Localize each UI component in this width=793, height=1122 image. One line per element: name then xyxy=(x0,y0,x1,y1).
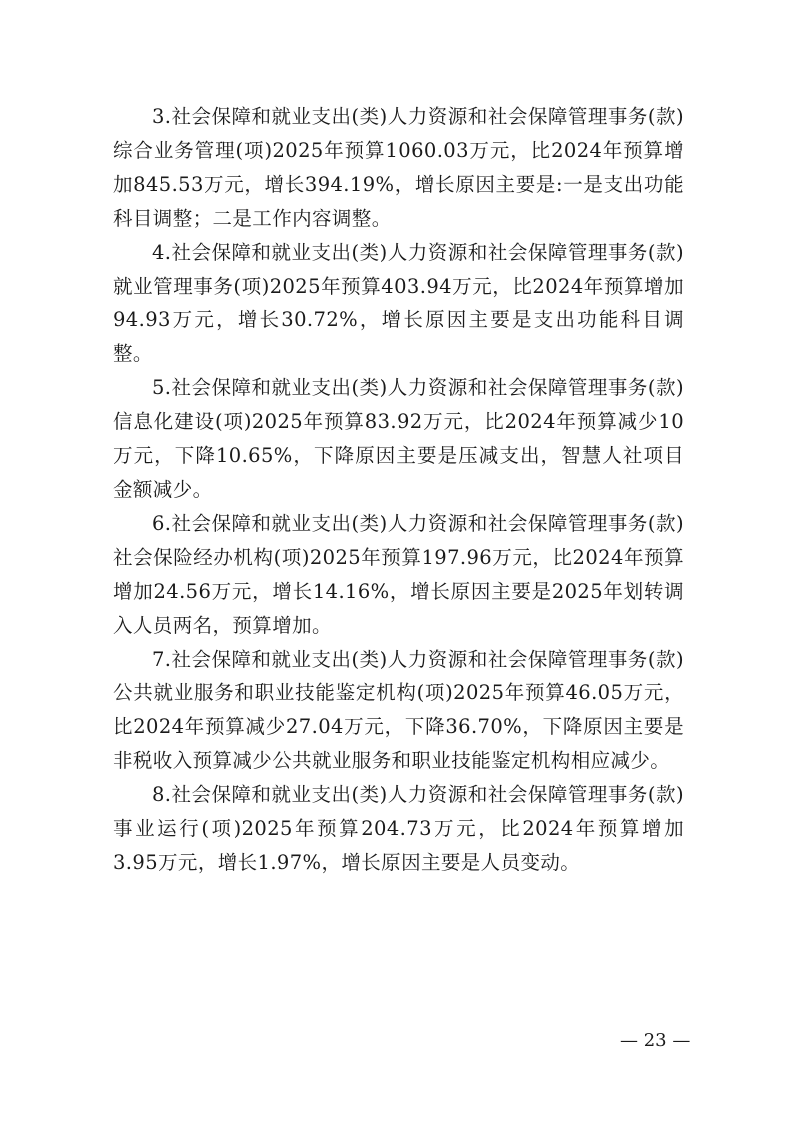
body-text xyxy=(113,100,684,880)
paragraph-item-3: 3.社会保障和就业支出(类)人力资源和社会保障管理事务(款)综合业务管理(项)2025年预算1060.03万元，比2024年预算增加845.53万元，增长394.19%，增长原因主要是:一是支出功能科目调整；二是工作内容调整。 xyxy=(113,105,684,230)
paragraph-item-5: 5.社会保障和就业支出(类)人力资源和社会保障管理事务(款)信息化建设(项)2025年预算83.92万元，比2024年预算减少10万元，下降10.65%，下降原因主要是压减支出，智慧人社项目金额减少。 xyxy=(113,376,684,501)
paragraph-item-6: 6.社会保障和就业支出(类)人力资源和社会保障管理事务(款)社会保险经办机构(项)2025年预算197.96万元，比2024年预算增加24.56万元，增长14.16%，增长原因主要是2025年划转调入人员两名，预算增加。 xyxy=(113,511,684,637)
paragraph-item-4: 4.社会保障和就业支出(类)人力资源和社会保障管理事务(款)就业管理事务(项)2025年预算403.94万元，比2024年预算增加94.93万元，增长30.72%，增长原因主要是支出功能科目调整。 xyxy=(113,240,684,366)
page-number: — 23 — xyxy=(620,1030,691,1051)
paragraph-item-7: 7.社会保障和就业支出(类)人力资源和社会保障管理事务(款)公共就业服务和职业技能鉴定机构(项)2025年预算46.05万元，比2024年预算减少27.04万元，下降36.70%，下降原因主要是非税收入预算减少公共就业服务和职业技能鉴定机构相应减少。 xyxy=(113,647,684,773)
paragraph-item-8: 8.社会保障和就业支出(类)人力资源和社会保障管理事务(款)事业运行(项)2025年预算204.73万元，比2024年预算增加3.95万元，增长1.97%，增长原因主要是人员变动。 xyxy=(113,783,684,874)
